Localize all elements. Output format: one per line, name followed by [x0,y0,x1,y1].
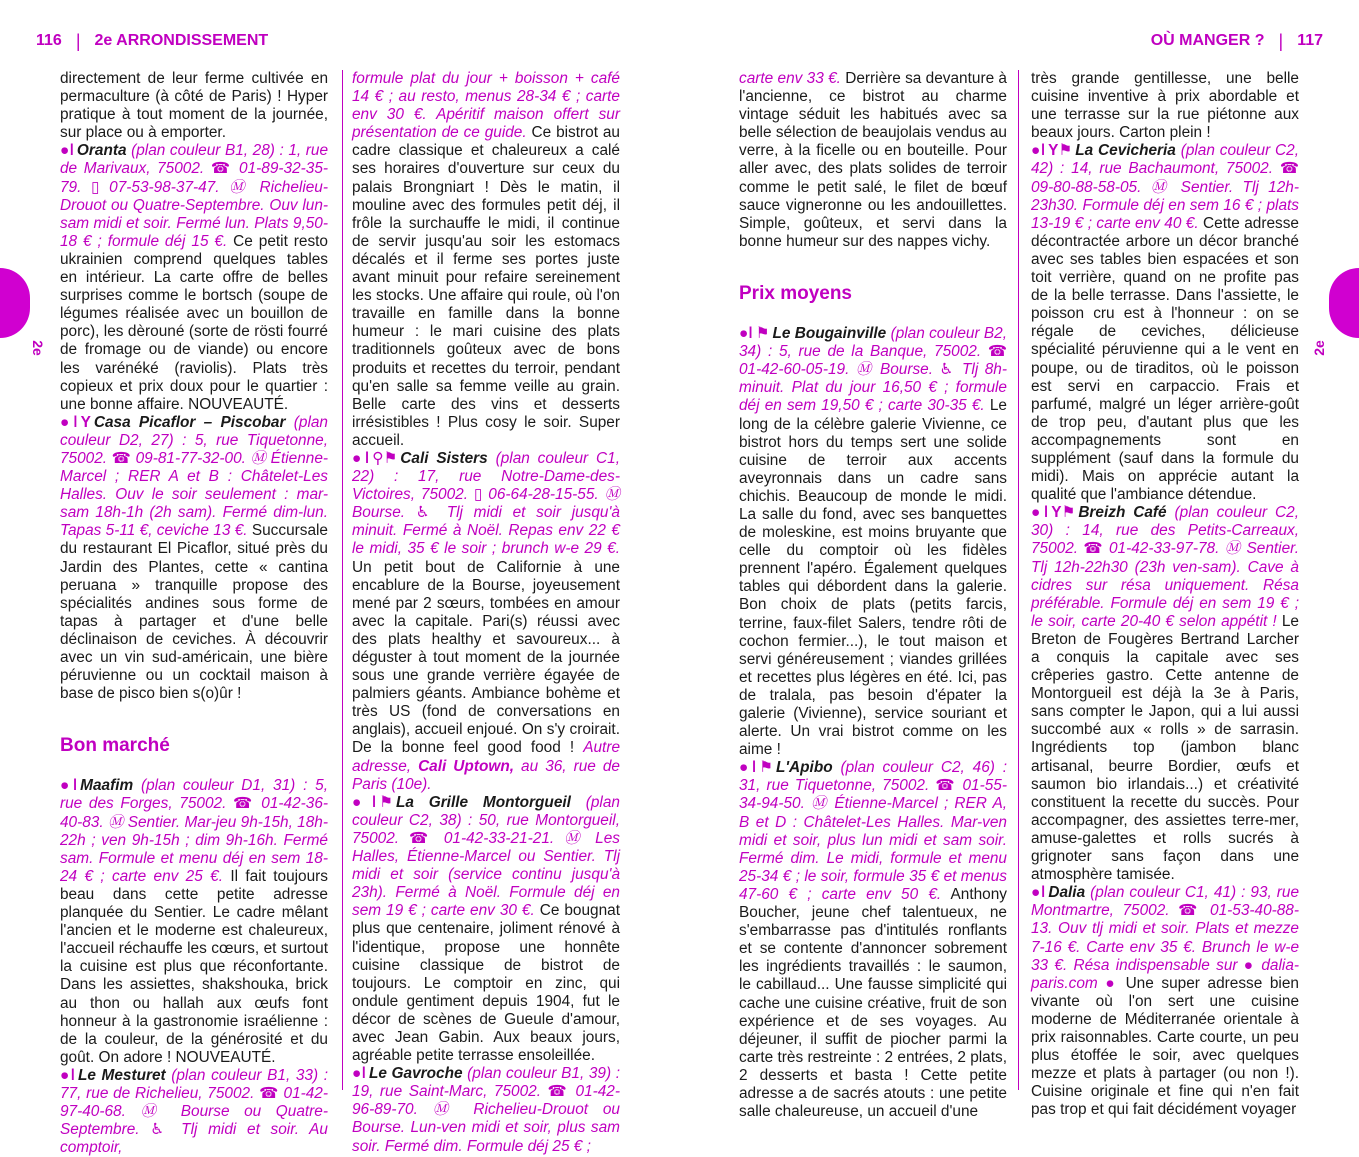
paragraph [739,70,1007,251]
entry-extra: Autre adresse, [352,739,621,775]
entry-le-gavroche [352,1065,620,1155]
entry-name: Cali Sisters [400,449,488,467]
restaurant-icon: ●ǀ [1031,504,1049,522]
terrace-icon: ⚑ [759,759,773,777]
entry-info: (plan couleur C1, 22) : 17, rue Notre-Dame-des-Victoires, 75002. ▯ 06-64-28-15-55. Ⓜ Bourse. ♿ Tlj midi et soir jusqu'à minuit. Fermé à Noël. Repas env 22 € le midi, 35 € le soir ; brunch w-e 29 €. [352,449,620,558]
paragraph: très grande gentillesse, une belle cuisine inventive à prix abordable et une terrasse sur la rue piétonne aux beaux jours. Carton plein ! [1031,70,1299,142]
entry-oranta [60,142,328,413]
restaurant-icon: ●ǀ [60,413,78,431]
entry-info: (plan couleur D2, 27) : 5, rue Tiquetonne, 75002. ☎ 09-81-77-32-00. Ⓜ Étienne-Marcel ; RER A et B : Châtelet-Les Halles. Ouv le soir seulement : mar-sam 18h-1h (2h sam). Fermé dim-lun. Tapas 5-11 €, ceviche 13 €. [60,413,328,540]
restaurant-icon: ●ǀ [352,793,377,811]
entry-name: Le Bougainville [772,325,887,343]
entry-text: Ce petit resto ukrainien comprend quelques tables en intérieur. La carte offre de belles surprises comme le bortsch (soupe de légumes réalisée avec un bouillon de porc), les dèrouné (sorte de rösti fourré de fromage ou de viande) ou encore les varénéké (raviolis). Plats très copieux et prix doux pour le quartier : une bonne affaire. NOUVEAUTÉ. [60,232,328,413]
entry-le-mesturet [60,1067,328,1157]
restaurant-icon: ●ǀ [1031,884,1046,902]
column-4 [1031,70,1299,1119]
entry-la-cevicheria [1031,142,1299,504]
right-page-header [1151,30,1323,52]
entry-info: formule plat du jour + boisson + café 14 € ; au resto, menus 28-34 € ; carte env 30 €. Apéritif maison offert sur présentation de ce guide. [352,70,620,142]
left-thumb-tab [0,268,30,338]
entry-breizh-cafe [1031,504,1299,884]
left-page-header [36,30,268,52]
entry-text: Un petit bout de Californie à une encablure de la Bourse, joyeusement mené par 2 sœurs, tombées en amour avec la capitale. Pari(s) réussi avec des plats healthy et savoureux... à déguster à tout moment de la journée sous une grande verrière égayée de palmiers géants. Ambiance bohème et très US (fond de conversations en anglais), accueil enjoué. On s'y croirait. De la bonne feel good food ! [352,558,620,757]
restaurant-icon: ●ǀ [60,777,78,795]
header-divider: | [75,30,81,51]
entry-info: (plan couleur C2, 42) : 14, rue Bachaumont, 75002. ☎ 09-80-88-58-05. Ⓜ Sentier. Tlj 12h-23h30. Formule déj en sem 16 € ; plats 13-19 € ; carte env 40 €. [1031,142,1299,232]
column-3 [739,70,1007,1121]
restaurant-icon: ●ǀ [1031,142,1046,160]
entry-name: Le Mesturet [77,1066,166,1084]
entry-l-apibo [739,759,1007,1121]
bar-glass-icon: Y⚑ [1048,142,1073,160]
entry-dalia [1031,884,1299,1119]
cocktail-icon: ⚲⚑ [372,449,398,467]
column-2 [352,70,620,1156]
restaurant-icon: ●ǀ [60,142,74,160]
entry-info: (plan couleur C2, 46) : 31, rue Tiquetonne, 75002. ☎ 01-55-34-94-50. Ⓜ Étienne-Marcel ; RER A, B et D : Châtelet-Les Halles. Mar-ven midi et soir, plus lun midi et sam soir. Fermé dim. Le midi, formule et menu 25-34 € ; le soir, formule 35 € et menus 47-60 € ; carte env 50 €. [739,759,1007,903]
entry-text: Ce bistrot au cadre classique et chaleureux a calé ses horaires d'ouverture sur ceux du palais Brongniart ! Dès le matin, il mouline avec des formules petit déj, il frôle la surchauffe le midi, il continue de servir jusqu'au soir les estomacs décalés et il ferme ses portes juste avant minuit pour refaire sereinement les stocks. Une affaire qui roule, où l'on travaille en famille dans la bonne humeur : le mari cuisine des plats traditionnels goûteux avec de bons produits et recettes du terroir, pendant qu'en salle sa femme veille au grain. Belle carte des vins et desserts irrésistibles ! Plus cosy le soir. Super accueil. [352,124,620,449]
entry-maafim [60,777,328,1067]
entry-name: L'Apibo [775,759,833,777]
restaurant-icon: ●ǀ [352,449,370,467]
entry-info: (plan couleur B1, 33) : 77, rue de Richelieu, 75002. ☎ 01-42-97-40-68. Ⓜ Bourse ou Quatre-Septembre. ♿ Tlj midi et soir. Au comptoir, [60,1066,328,1157]
entry-le-bougainville [739,325,1007,759]
right-page-number: 117 [1297,32,1323,49]
restaurant-icon: ●ǀ [60,1066,75,1084]
entry-info: (plan couleur C2, 30) : 14, rue des Petits-Carreaux, 75002. ☎ 01-42-33-97-78. Ⓜ Sentier. Tlj 12h-22h30 (23h ven-sam). Cave à cidres sur résa uniquement. Résa préférable. Formule déj en sem 19 € ; le soir, carte 20-40 € selon appétit ! [1031,504,1299,630]
entry-text: Succursale du restaurant El Picaflor, situé près du Jardin des Plantes, cette « cantina peruana » tranquille propose des spécialités andines sous forme de tapas à partager et d'une belle déclinaison de ceviches. À découvrir avec un vin sud-américain, une bière péruvienne ou un cocktail maison à base de pisco bien s(o)ûr ! [60,522,328,703]
paragraph: directement de leur ferme cultivée en permaculture (à côté de Paris) ! Hyper pratique à tout moment de la journée, sur place ou à emporter. [60,70,328,142]
entry-info: (plan couleur C2, 38) : 50, rue Montorgueil, 75002. ☎ 01-42-33-21-21. Ⓜ Les Halles, Étienne-Marcel ou Sentier. Tlj midi et soir (service continu jusqu'à 23h). Fermé à Noël. Formule déj en sem 19 € ; carte env 30 €. [352,793,620,920]
bar-glass-icon: Y [80,413,91,431]
column-rule [342,70,343,1090]
entry-name: La Grille Montorgueil [395,793,571,811]
header-divider: | [1278,30,1284,51]
entry-extra-name: Cali Uptown, [418,757,515,775]
entry-info: (plan couleur D1, 31) : 5, rue des Forges, 75002. ☎ 01-42-36-40-83. Ⓜ Sentier. Mar-jeu 9h-15h, 18h-22h ; ven 9h-15h ; dim 9h-16h. Fermé sam. Formule et menu déj en sem 18-24 € ; carte env 25 €. [60,777,329,885]
bar-glass-icon: Y⚑ [1051,504,1076,522]
right-thumb-tab [1329,268,1359,338]
column-1 [60,70,328,1157]
entry-text: Il fait toujours beau dans cette petite adresse planquée du Sentier. Le cadre mêlant l'ancien et le moderne est chaleureux, l'accueil réchauffe les cœurs, et surtout la cuisine est plus que réconfortante. Dans les assiettes, shakshouka, brick au thon ou hallah aux œufs font honneur à la gastronomie israélienne : de la couleur, de la générosité et du goût. On adore ! NOUVEAUTÉ. [60,867,328,1066]
entry-la-grille-montorgueil [352,794,620,1065]
entry-info: (plan couleur B2, 34) : 5, rue de la Banque, 75002. ☎ 01-42-60-05-19. Ⓜ Bourse. ♿ Tlj 8h-minuit. Plat du jour 16,50 € ; formule déj en sem 19,50 € ; carte 30-35 €. [739,325,1007,415]
entry-info: carte env 33 €. [739,70,841,87]
entry-text: Derrière sa devanture à l'ancienne, ce bistrot au charme vintage séduit les habitués avec sa belle sélection de beaujolais vendus au verre, à la ficelle ou en bouteille. Pour aller avec, des plats solides de terroir comme le petit salé, le filet de bœuf sauce vigneronne ou les andouillettes. Simple, goûteux, et servi dans la bonne humeur sur des nappes vichy. [739,70,1007,250]
entry-text: Anthony Boucher, jeune chef talentueux, ne s'embarrasse pas d'intitulés ronflants et se contente d'annoncer sobrement les ingrédients travaillés : le saumon, le cabillaud... Une fausse simplicité qui cache une cuisine créative, fruit de son expérience et de ses voyages. Au déjeuner, il suffit de piocher parmi la carte très restreinte : 2 entrées, 2 plats, 2 desserts et basta ! Cette petite adresse a de sacrés atouts : une petite salle chaleureuse, un accueil d'une [739,885,1007,1121]
entry-info: (plan couleur C1, 41) : 93, rue Montmartre, 75002. ☎ 01-53-40-88-13. Ouv tlj midi et soir. Plats et mezze 7-16 €. Carte env 35 €. Brunch le w-e 33 €. Résa indispensable sur ● dalia-paris.com ● [1031,884,1300,992]
entry-text: Ce bougnat plus que centenaire, joliment rénové à l'identique, propose une honnête cuisine classique de bistrot de toujours. Le comptoir en zinc, qui ondule gentiment depuis 1904, fut le décor de scènes de Gueule d'amour, avec Jean Gabin. Aux beaux jours, agréable petite terrasse ensoleillée. [352,902,620,1065]
left-page-number: 116 [36,32,62,49]
terrace-icon: ⚑ [379,793,393,811]
entry-extra: au 36, rue de Paris (10e). [352,757,620,793]
entry-name: La Cevicheria [1075,142,1176,160]
entry-casa-picaflor [60,414,328,704]
entry-text: Le Breton de Fougères Bertrand Larcher a conquis la capitale avec ses crêperies gastro. Cette antenne de Montorgueil est déjà la 3e à Paris, sans compter le Japon, qui a lui aussi succombé aux « rolls » de sarrasin. Ingrédients top (jambon blanc artisanal, beurre Bordier, œufs et saumon bio irlandais...) et créativité constituent la recette du succès. Pour accompagner, des assiettes terre-mer, amuse-galettes et rolls sucrés à grignoter sans façon dans une atmosphère tamisée. [1031,612,1299,884]
right-thumb-tab-label: 2e [1310,340,1327,356]
entry-name: Oranta [76,142,127,160]
restaurant-icon: ●ǀ [739,325,753,343]
paragraph [352,70,620,450]
column-rule [1018,70,1019,1090]
entry-name: Casa Picaflor – Piscobar [93,413,286,431]
restaurant-icon: ●ǀ [739,759,757,777]
entry-text: Une super adresse bien vivante où l'on sert une cuisine moderne de Méditerranée orientale à prix raisonnables. Carte courte, un peu plus étoffée le soir, avec quelques mezze et plats à partager (ou non !). Cuisine originale et fine qui n'en fait pas trop et qui fait décidément voyager [1031,974,1299,1119]
section-heading-bon-marche: Bon marché [60,735,170,757]
left-running-title: 2e ARRONDISSEMENT [94,32,269,49]
entry-name: Breizh Café [1078,504,1167,522]
right-running-title: OÙ MANGER ? [1150,32,1265,49]
entry-text: Le long de la célèbre galerie Vivienne, ce bistrot hors du temps sert une solide cuisine de terroir aux accents aveyronnais dans un cadre sans chichis. Beaucoup de monde le midi. La salle du fond, avec ses banquettes de moleskine, est moins bruyante que celle du comptoir où les fidèles prennent l'apéro. Également quelques tables qui débordent dans la galerie. Bon choix de plats (petits farcis, terrine, faux-filet Salers, tendre rôti de cochon fermier...), le tout maison et servi généreusement ; viandes grillées et recettes plus légères en été. Ici, pas de tralala, pas besoin d'épater la galerie (Vivienne), service souriant et alerte. Un vrai bistrot comme on les aime ! [739,397,1007,759]
entry-info: (plan couleur B1, 39) : 19, rue Saint-Marc, 75002. ☎ 01-42-96-89-70. Ⓜ Richelieu-Drouot ou Bourse. Lun-ven midi et soir, plus sam soir. Fermé dim. Formule déj 25 € ; [352,1065,620,1155]
entry-name: Le Gavroche [368,1065,463,1083]
entry-text: Cette adresse décontractée arbore un décor branché avec ses tables bien espacées et son toit verrière, quand on ne profite pas de la belle terrasse. Dans l'assiette, le poisson cru est à l'honneur : on se régale de ceviches, délicieuse spécialité péruvienne qui a le vent en poupe, ou de tiraditos, où le poisson est servi en carpaccio. Frais et parfumé, malgré un léger arrière-goût de trop peu, d'autant plus que les accompagnements sont en supplément (sauf dans la formule du midi). Mais on apprécie autant la qualité que l'ambiance détendue. [1031,214,1299,504]
section-heading-prix-moyens: Prix moyens [739,282,852,304]
entry-cali-sisters [352,450,620,794]
restaurant-icon: ●ǀ [352,1065,366,1083]
left-thumb-tab-label: 2e [29,340,46,356]
terrace-icon: ⚑ [755,325,770,343]
entry-name: Maafim [80,777,134,795]
entry-info: (plan couleur B1, 28) : 1, rue de Marivaux, 75002. ☎ 01-89-32-35-79. ▯ 07-53-98-37-47. Ⓜ Richelieu-Drouot ou Quatre-Septembre. Ouv lun-sam midi et soir. Fermé lun. Plats 9,50-18 € ; formule déj 15 €. [60,142,329,250]
entry-name: Dalia [1048,884,1086,902]
